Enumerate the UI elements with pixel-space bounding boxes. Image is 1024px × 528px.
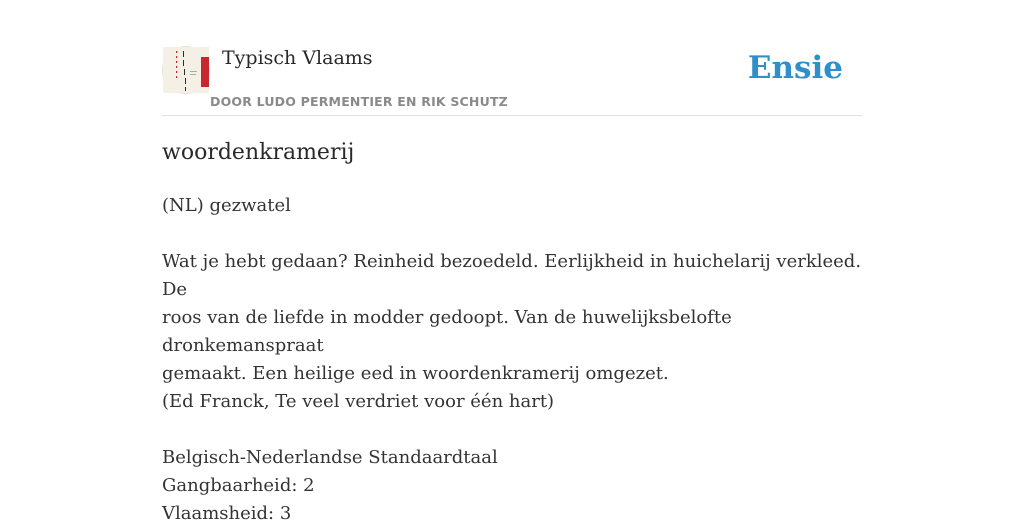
site-logo[interactable]: Ensie: [747, 50, 843, 86]
entry-title: woordenkramerij: [162, 140, 355, 165]
quote-line: Wat je hebt gedaan? Reinheid bezoedeld. Eerlijkheid in huichelarij verkleed. De: [162, 251, 862, 300]
blog-title[interactable]: Typisch Vlaams: [222, 47, 373, 69]
entry-gangbaarheid: Gangbaarheid: 2: [162, 475, 315, 496]
spacer: [162, 416, 872, 444]
spacer: [162, 220, 872, 248]
book-cover-icon[interactable]: [162, 46, 210, 94]
entry-content: [162, 192, 872, 528]
quote-source: (Ed Franck, Te veel verdriet voor één hart): [162, 391, 555, 412]
entry-vlaamsheid: Vlaamsheid: 3: [162, 503, 292, 524]
blog-header: [162, 46, 862, 116]
entry-definition: (NL) gezwatel: [162, 195, 291, 216]
quote-line: gemaakt. Een heilige eed in woordenkramerij omgezet.: [162, 363, 669, 384]
entry-language: Belgisch-Nederlandse Standaardtaal: [162, 447, 498, 468]
quote-line: roos van de liefde in modder gedoopt. Van de huwelijksbelofte dronkemanspraat: [162, 307, 732, 356]
byline: DOOR LUDO PERMENTIER EN RIK SCHUTZ: [210, 94, 508, 109]
book-cover-graphic: [163, 47, 209, 93]
